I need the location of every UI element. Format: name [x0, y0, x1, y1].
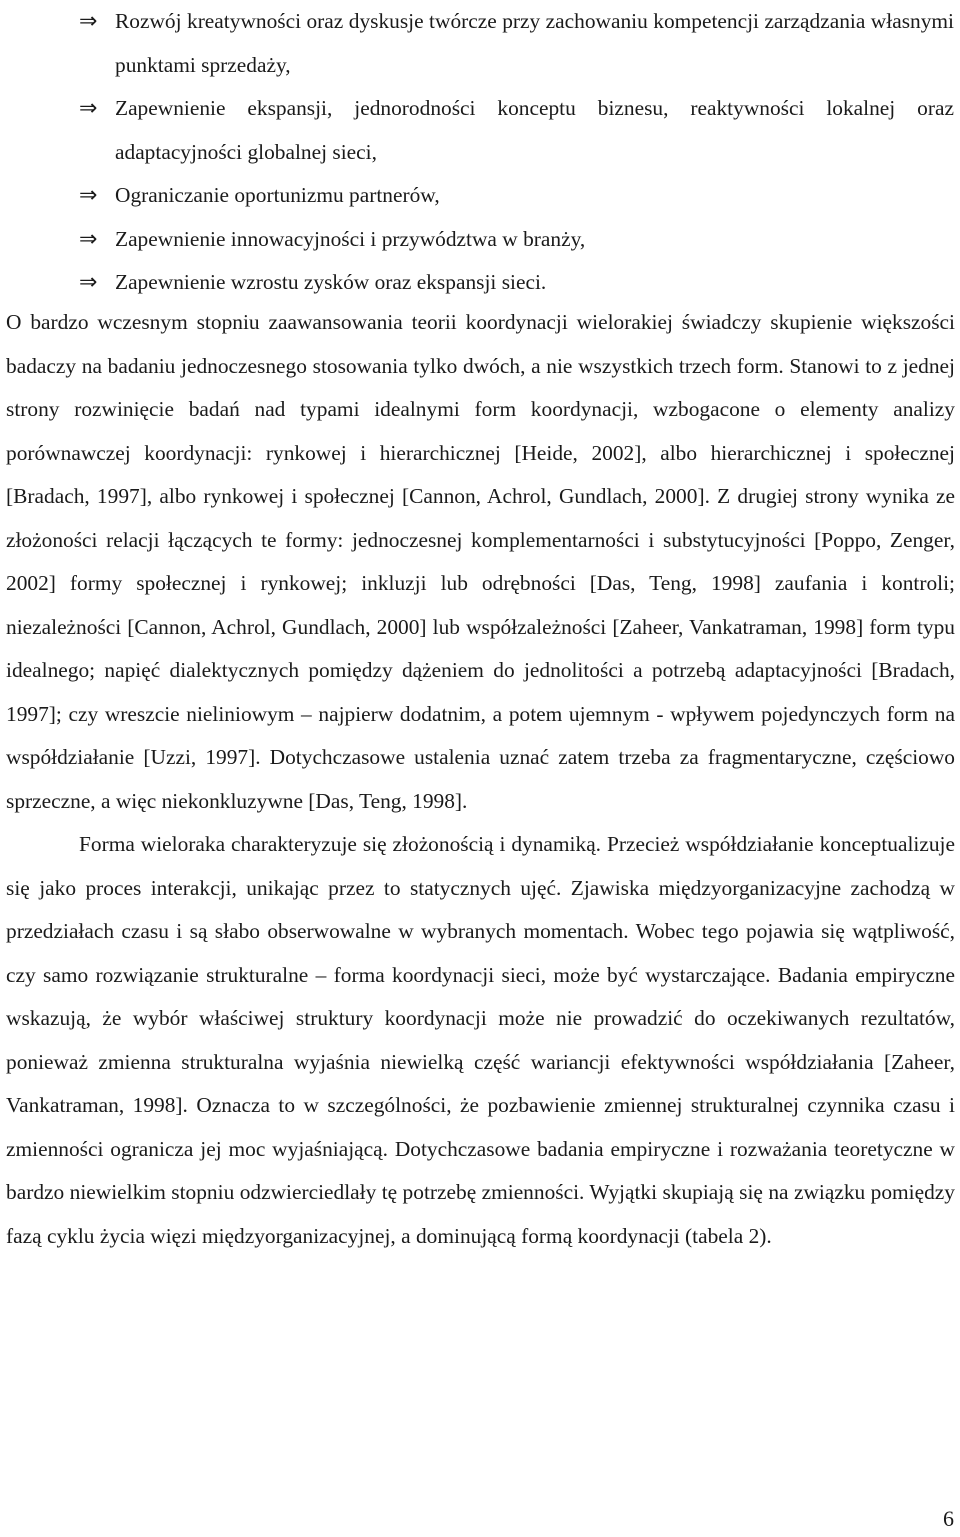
list-item-text: Ograniczanie oportunizmu partnerów,	[115, 183, 440, 207]
bullet-list	[0, 0, 960, 305]
list-item-text: Zapewnienie wzrostu zysków oraz ekspansji sieci.	[115, 270, 547, 294]
page-number: 6	[943, 1506, 954, 1531]
double-arrow-icon: ⇒	[79, 183, 98, 208]
list-item	[0, 87, 960, 174]
list-item	[0, 0, 960, 87]
double-arrow-icon: ⇒	[79, 9, 98, 34]
double-arrow-icon: ⇒	[79, 270, 98, 295]
paragraph: Forma wieloraka charakteryzuje się złożonością i dynamiką. Przecież współdziałanie konceptualizuje się jako proces interakcji, unikając przez to statycznych ujęć. Zjawiska międzyorganizacyjne zachodzą w przedziałach czasu i są słabo obserwowalne w wybranych momentach. Wobec tego pojawia się wątpliwość, czy samo rozwiązanie strukturalne – forma koordynacji sieci, może być wystarczające. Badania empiryczne wskazują, że wybór właściwej struktury koordynacji może nie prowadzić do oczekiwanych rezultatów, ponieważ zmienna strukturalna wyjaśnia niewielką część wariancji efektywności współdziałania [Zaheer, Vankatraman, 1998]. Oznacza to w szczególności, że pozbawienie zmiennej strukturalnej czynnika czasu i zmienności ogranicza jej moc wyjaśniającą. Dotychczasowe badania empiryczne i rozważania teoretyczne w bardzo niewielkim stopniu odzwierciedlały tę potrzebę zmienności. Wyjątki skupiają się na związku pomiędzy fazą cyklu życia więzi międzyorganizacyjnej, a dominującą formą koordynacji (tabela 2).	[6, 832, 955, 1248]
double-arrow-icon: ⇒	[79, 226, 98, 252]
paragraph: O bardzo wczesnym stopniu zaawansowania teorii koordynacji wielorakiej świadczy skupienie większości badaczy na badaniu jednoczesnego stosowania tylko dwóch, a nie wszystkich trzech form. Stanowi to z jednej strony rozwinięcie badań nad typami idealnymi form koordynacji, wzbogacone o elementy analizy porównawczej koordynacji: rynkowej i hierarchicznej [Heide, 2002], albo hierarchicznej i społecznej [Bradach, 1997], albo rynkowej i społecznej [Cannon, Achrol, Gundlach, 2000]. Z drugiej strony wynika ze złożoności relacji łączących te formy: jednoczesnej komplementarności i substytucyjności [Poppo, Zenger, 2002] formy społecznej i rynkowej; inkluzji lub odrębności [Das, Teng, 1998] zaufania i kontroli; niezależności [Cannon, Achrol, Gundlach, 2000] lub współzależności [Zaheer, Vankatraman, 1998] form typu idealnego; napięć dialektycznych pomiędzy dążeniem do jednolitości a potrzebą adaptacyjności [Bradach, 1997]; czy wreszcie nieliniowym – najpierw dodatnim, a potem ujemnym - wpływem pojedynczych form na współdziałanie [Uzzi, 1997]. Dotychczasowe ustalenia uznać zatem trzeba za fragmentaryczne, częściowo sprzeczne, a więc niekonkluzywne [Das, Teng, 1998].	[6, 310, 955, 813]
body-text	[6, 301, 955, 1258]
list-item-text: Rozwój kreatywności oraz dyskusje twórcze przy zachowaniu kompetencji zarządzania własnymi punktami sprzedaży,	[115, 9, 954, 77]
list-item	[0, 174, 960, 218]
list-item	[0, 261, 960, 305]
list-item-text: Zapewnienie innowacyjności i przywództwa w branży,	[115, 226, 586, 251]
list-item-text: Zapewnienie ekspansji, jednorodności konceptu biznesu, reaktywności lokalnej oraz adaptacyjności globalnej sieci,	[115, 96, 954, 164]
list-item	[0, 218, 960, 262]
double-arrow-icon: ⇒	[79, 96, 98, 121]
